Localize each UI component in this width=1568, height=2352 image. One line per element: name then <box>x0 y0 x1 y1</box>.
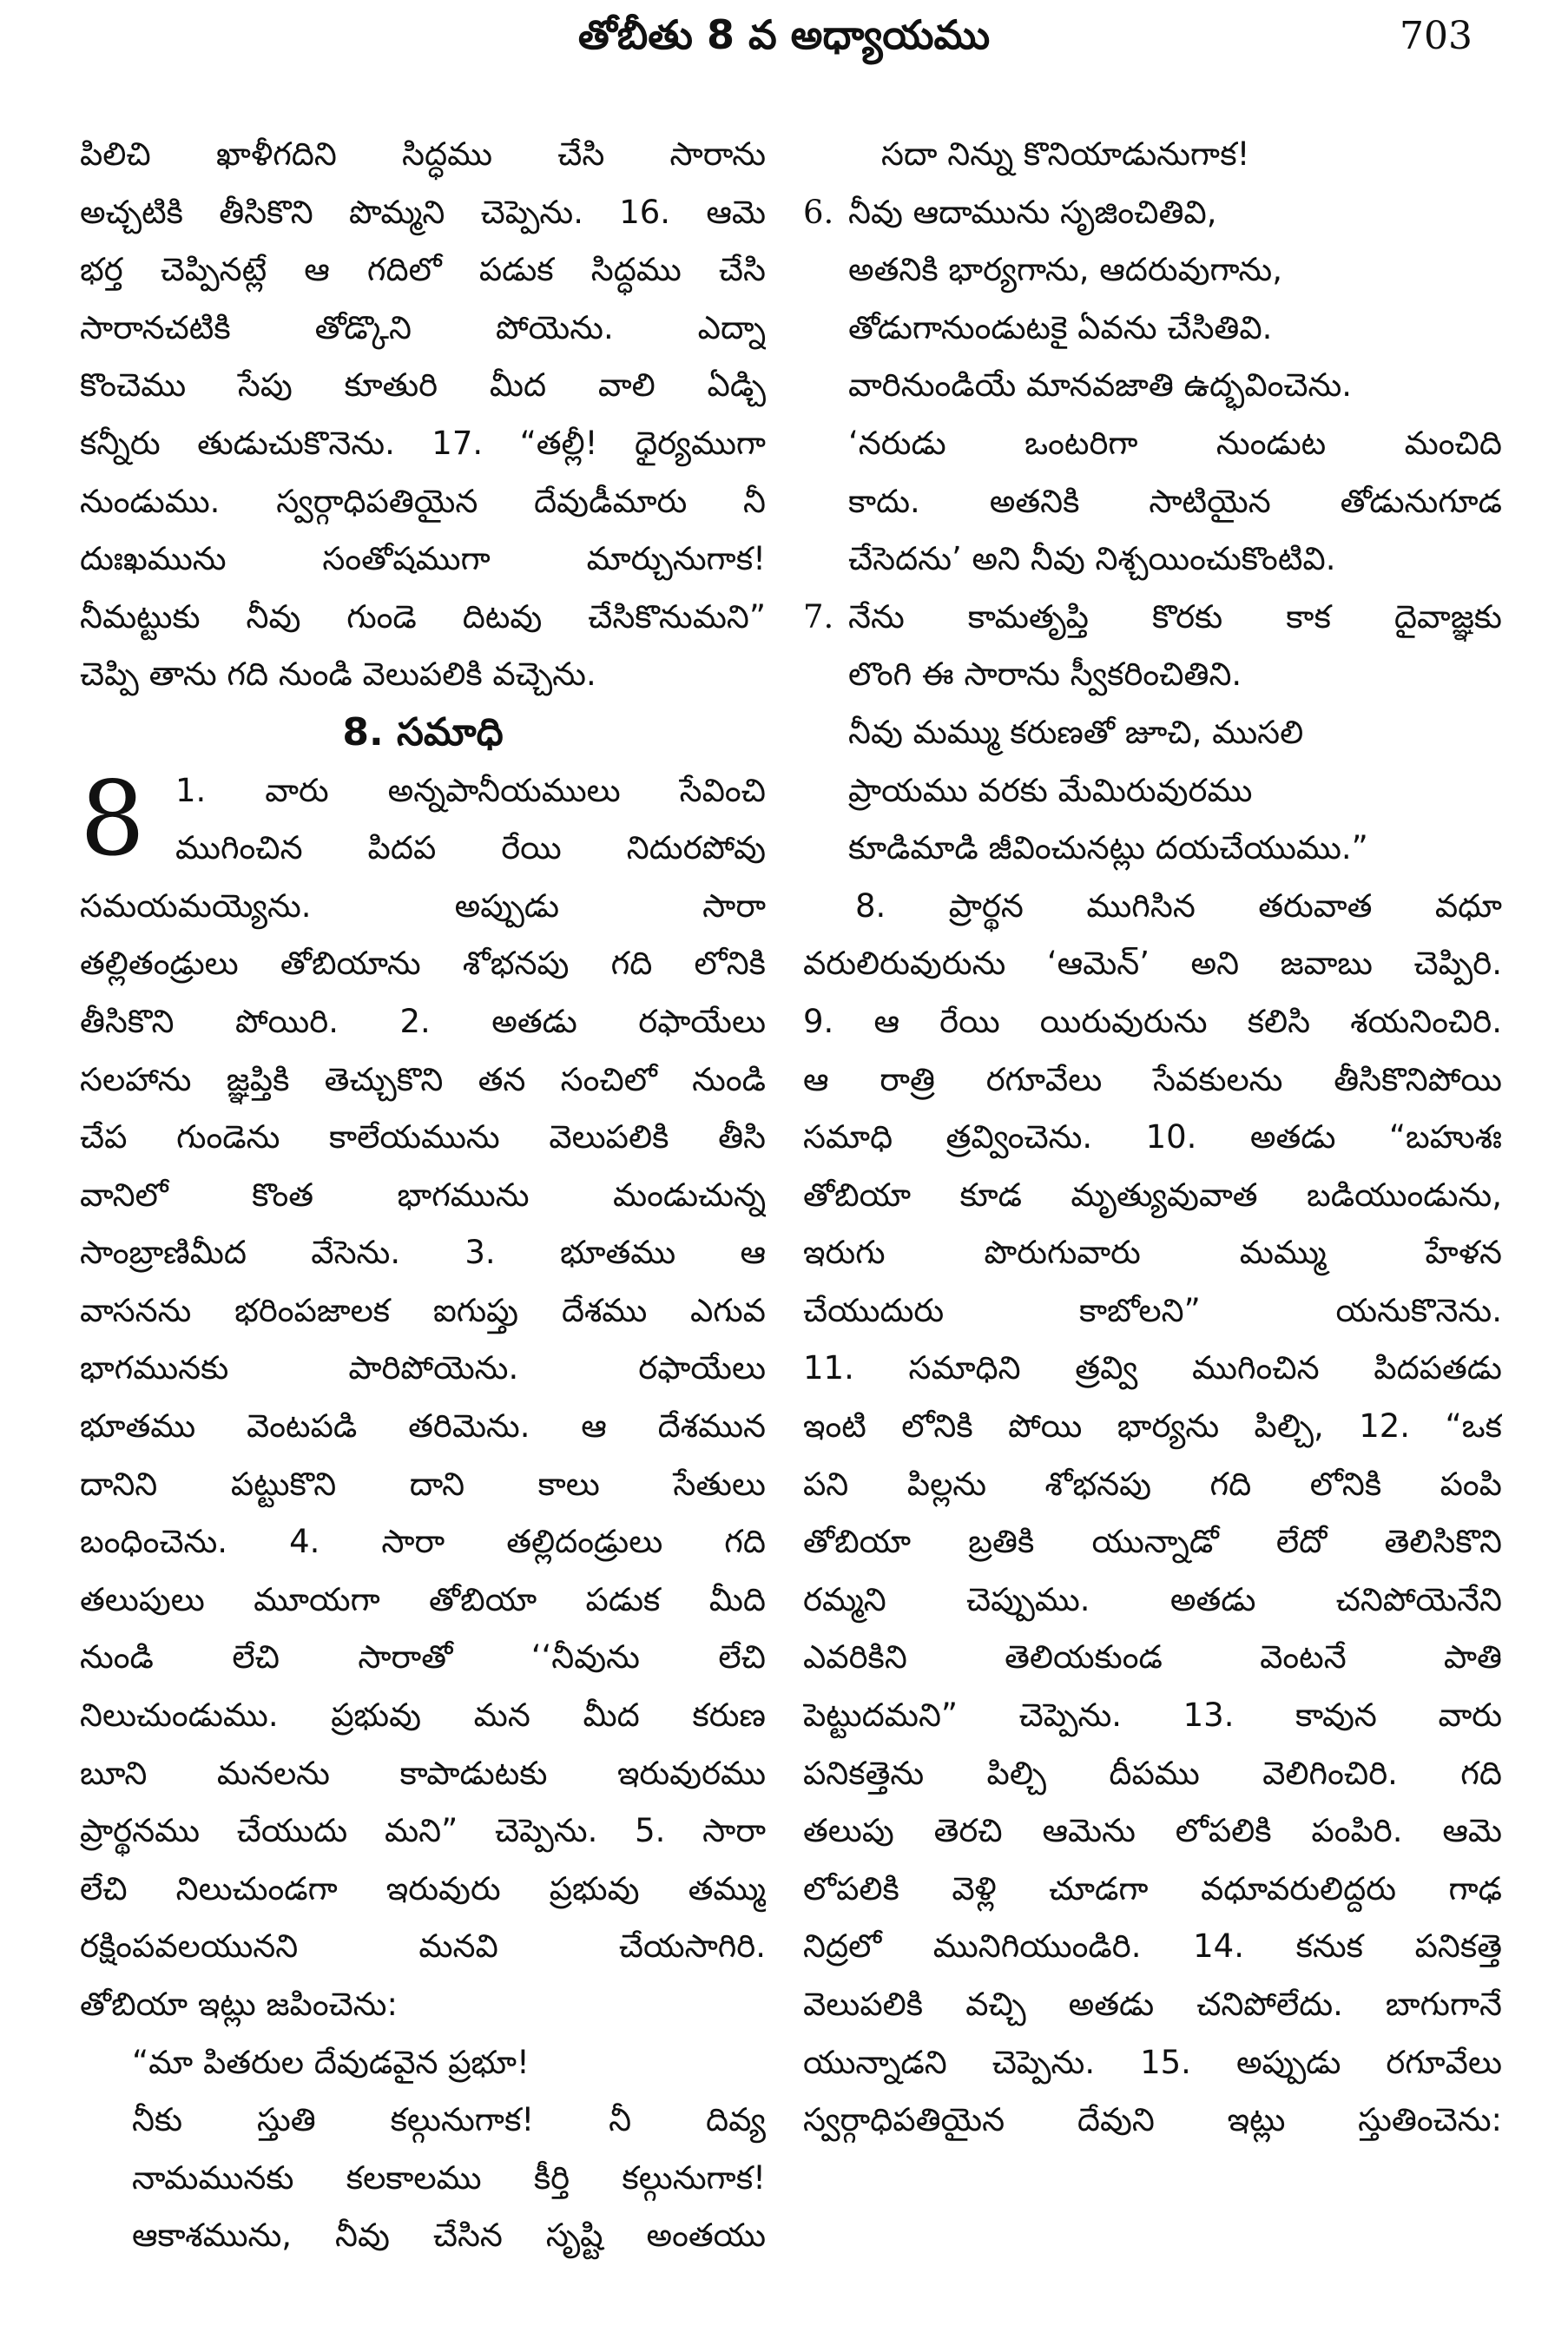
prayer-line: నామమునకు కలకాలము కీర్తి కల్గునుగాక! <box>132 2158 766 2197</box>
paragraph-verses-8-15 <box>803 878 1502 2150</box>
prayer-line: తోడుగానుండుటకై ఏవను చేసితివి. <box>848 308 1273 346</box>
prayer-line: చేసెదను’ అని నీవు నిశ్చయించుకొంటివి. <box>848 540 1336 578</box>
text-line: సమయమయ్యెను. అప్పుడు సారా <box>80 886 766 925</box>
text-line: లోపలికి వెళ్లి చూడగా వధూవరులిద్దరు గాఢ <box>803 1869 1502 1907</box>
text-line: వరులిరువురును ‘ఆమెన్’ అని జవాబు చెప్పిరి. <box>803 945 1502 983</box>
verse-number: 7. <box>803 597 834 636</box>
text-line: ఇరుగు పొరుగువారు మమ్ము హేళన <box>803 1234 1502 1272</box>
text-line: చేయుదురు కాబోలని” యనుకొనెను. <box>803 1291 1502 1329</box>
text-line: దానిని పట్టుకొని దాని కాలు సేతులు <box>80 1465 766 1503</box>
prayer-line: నీకు స్తుతి కల్గునుగాక! నీ దివ్య <box>132 2101 766 2139</box>
chapter-drop-cap: 8 <box>80 758 146 879</box>
chapter-opening <box>80 758 766 879</box>
text-line: నుండుము. స్వర్గాధిపతియైన దేవుడీమారు నీ <box>80 482 766 520</box>
text-line: రక్షింపవలయునని మనవి చేయసాగిరి. <box>80 1927 766 1966</box>
text-line: చేప గుండెను కాలేయమును వెలుపలికి తీసి <box>80 1118 766 1156</box>
text-line: లేచి నిలుచుండగా ఇరువురు ప్రభువు తమ్ము <box>80 1869 766 1907</box>
text-line: సారానచటికి తోడ్కొని పోయెను. ఎద్నా <box>80 308 766 346</box>
text-line: స్వర్గాధిపతియైన దేవుని ఇట్లు స్తుతించెను: <box>803 2101 1502 2139</box>
text-line: భూతము వెంటపడి తరిమెను. ఆ దేశమున <box>80 1407 766 1446</box>
text-line: కన్నీరు తుడుచుకొనెను. 17. “తల్లీ! ధైర్యముగా <box>80 424 766 462</box>
prayer-line: కూడిమాడి జీవించునట్లు దయచేయుము.” <box>848 829 1368 867</box>
prayer-line: “మా పితరుల దేవుడవైన ప్రభూ! <box>132 2043 530 2081</box>
text-line: యున్నాడని చెప్పెను. 15. అప్పుడు రగూవేలు <box>803 2043 1502 2081</box>
page-header <box>0 0 1568 69</box>
text-line: తీసికొని పోయిరి. 2. అతడు రఫాయేలు <box>80 1002 766 1040</box>
text-line: బూని మనలను కాపాడుటకు ఇరువురము <box>80 1754 766 1792</box>
paragraph-verses-15-17 <box>80 126 766 704</box>
text-line: 1. వారు అన్నపానీయములు సేవించి <box>175 771 766 809</box>
paragraph-verses-1-5 <box>80 878 766 2034</box>
text-line: సమాధి త్రవ్వించెను. 10. అతడు “బహుశః <box>803 1118 1502 1156</box>
text-line: భర్త చెప్పినట్లే ఆ గదిలో పడుక సిద్ధము చేసి <box>80 251 766 289</box>
text-line: తోబియా బ్రతికి యున్నాడో లేదో తెలిసికొని <box>803 1523 1502 1561</box>
text-line: రమ్మని చెప్పుము. అతడు చనిపోయెనేని <box>803 1580 1502 1618</box>
section-heading: 8. సమాధి <box>342 709 504 754</box>
text-line: ముగించిన పిదప రేయి నిదురపోవు <box>175 829 766 867</box>
text-line: కొంచెము సేపు కూతురి మీద వాలి ఏడ్చి <box>80 366 766 405</box>
text-line: చెప్పి తాను గది నుండి వెలుపలికి వచ్చెను. <box>80 656 596 694</box>
text-line: అచ్చటికి తీసికొని పొమ్మని చెప్పెను. 16. ఆమె <box>80 193 766 231</box>
text-line: నిద్రలో మునిగియుండిరి. 14. కనుక పనికత్తె <box>803 1927 1502 1966</box>
prayer-line: ‘నరుడు ఒంటరిగా నుండుట మంచిది <box>848 424 1502 462</box>
text-line: ఇంటి లోనికి పోయి భార్యను పిల్చి, 12. “ఒక <box>803 1407 1502 1446</box>
text-line: నుండి లేచి సారాతో ‘‘నీవును లేచి <box>80 1638 766 1677</box>
text-line: వెలుపలికి వచ్చి అతడు చనిపోలేదు. బాగుగానే <box>803 1986 1502 2023</box>
prayer-line: లొంగి ఈ సారాను స్వీకరించితిని. <box>848 656 1242 694</box>
text-line: ఎవరికిని తెలియకుండ వెంటనే పాతి <box>803 1638 1502 1677</box>
prayer-line: నీవు మమ్ము కరుణతో జూచి, ముసలి <box>848 713 1304 751</box>
verse-7-block <box>803 589 1502 878</box>
chapter-title: తోబీతు 8 వ అధ్యాయము <box>577 11 991 58</box>
text-line: నిలుచుండుము. ప్రభువు మన మీద కరుణ <box>80 1696 766 1735</box>
text-line: సలహాను జ్ఞప్తికి తెచ్చుకొని తన సంచిలో నుండి <box>80 1060 766 1098</box>
text-line: 9. ఆ రేయి యిరువురును కలిసి శయనించిరి. <box>803 1002 1502 1040</box>
page-number: 703 <box>1400 14 1472 58</box>
prayer-line: వారినుండియే మానవజాతి ఉద్భవించెను. <box>848 366 1353 405</box>
text-line: తోబియా కూడ మృత్యువువాత బడియుండును, <box>803 1176 1502 1214</box>
prayer-line: నేను కామతృప్తి కొరకు కాక దైవాజ్ఞకు <box>848 597 1502 636</box>
text-line: పని పిల్లను శోభనపు గది లోనికి పంపి <box>803 1465 1502 1503</box>
prayer-line: సదా నిన్ను కొనియాడునుగాక! <box>881 135 1250 173</box>
text-line: వాసనను భరింపజాలక ఐగుప్తు దేశము ఎగువ <box>80 1291 766 1329</box>
verse-6-block <box>803 184 1502 589</box>
text-line: 11. సమాధిని త్రవ్వి ముగించిన పిదపతడు <box>803 1349 1502 1387</box>
text-line: 8. ప్రార్థన ముగిసిన తరువాత వధూ <box>855 886 1502 925</box>
prayer-line: ఆకాశమును, నీవు చేసిన సృష్టి అంతయు <box>132 2217 766 2255</box>
prayer-line: అతనికి భార్యగాను, ఆదరువుగాను, <box>848 251 1282 289</box>
prayer-line: నీవు ఆదామును సృజించితివి, <box>848 193 1217 231</box>
prayer-line: కాదు. అతనికి సాటియైన తోడునుగూడ <box>848 482 1502 520</box>
text-line: ఆ రాత్రి రగూవేలు సేవకులను తీసికొనిపోయి <box>803 1060 1502 1098</box>
text-line: తల్లితండ్రులు తోబియాను శోభనపు గది లోనికి <box>80 945 766 983</box>
text-line: తోబియా ఇట్లు జపించెను: <box>80 1986 398 2023</box>
text-line: పనికత్తెను పిల్చి దీపము వెలిగించిరి. గది <box>803 1754 1502 1792</box>
text-line: భాగమునకు పారిపోయెను. రఫాయేలు <box>80 1349 766 1387</box>
text-line: పిలిచి ఖాళీగదిని సిద్ధము చేసి సారాను <box>80 135 766 173</box>
prayer-verse-5 <box>80 2034 766 2265</box>
text-line: బంధించెను. 4. సారా తల్లిదండ్రులు గది <box>80 1523 766 1561</box>
text-line: నీమట్టుకు నీవు గుండె దిటవు చేసికొనుమని” <box>80 597 766 636</box>
text-line: సాంబ్రాణిమీద వేసెను. 3. భూతము ఆ <box>80 1234 766 1272</box>
prayer-line: ప్రాయము వరకు మేమిరువురము <box>848 771 1253 809</box>
text-line: తలుపులు మూయగా తోబియా పడుక మీది <box>80 1580 766 1618</box>
text-line: ప్రార్థనము చేయుదు మని” చెప్పెను. 5. సారా <box>80 1812 766 1850</box>
text-line: వానిలో కొంత భాగమును మండుచున్న <box>80 1176 766 1214</box>
verse-number: 6. <box>803 193 834 231</box>
text-line: తలుపు తెరచి ఆమెను లోపలికి పంపిరి. ఆమె <box>803 1812 1502 1850</box>
right-column <box>803 126 1502 2150</box>
left-column <box>80 126 766 2265</box>
text-line: దుఃఖమును సంతోషముగా మార్చునుగాక! <box>80 540 766 578</box>
text-line: పెట్టుదమని” చెప్పెను. 13. కావున వారు <box>803 1696 1502 1735</box>
